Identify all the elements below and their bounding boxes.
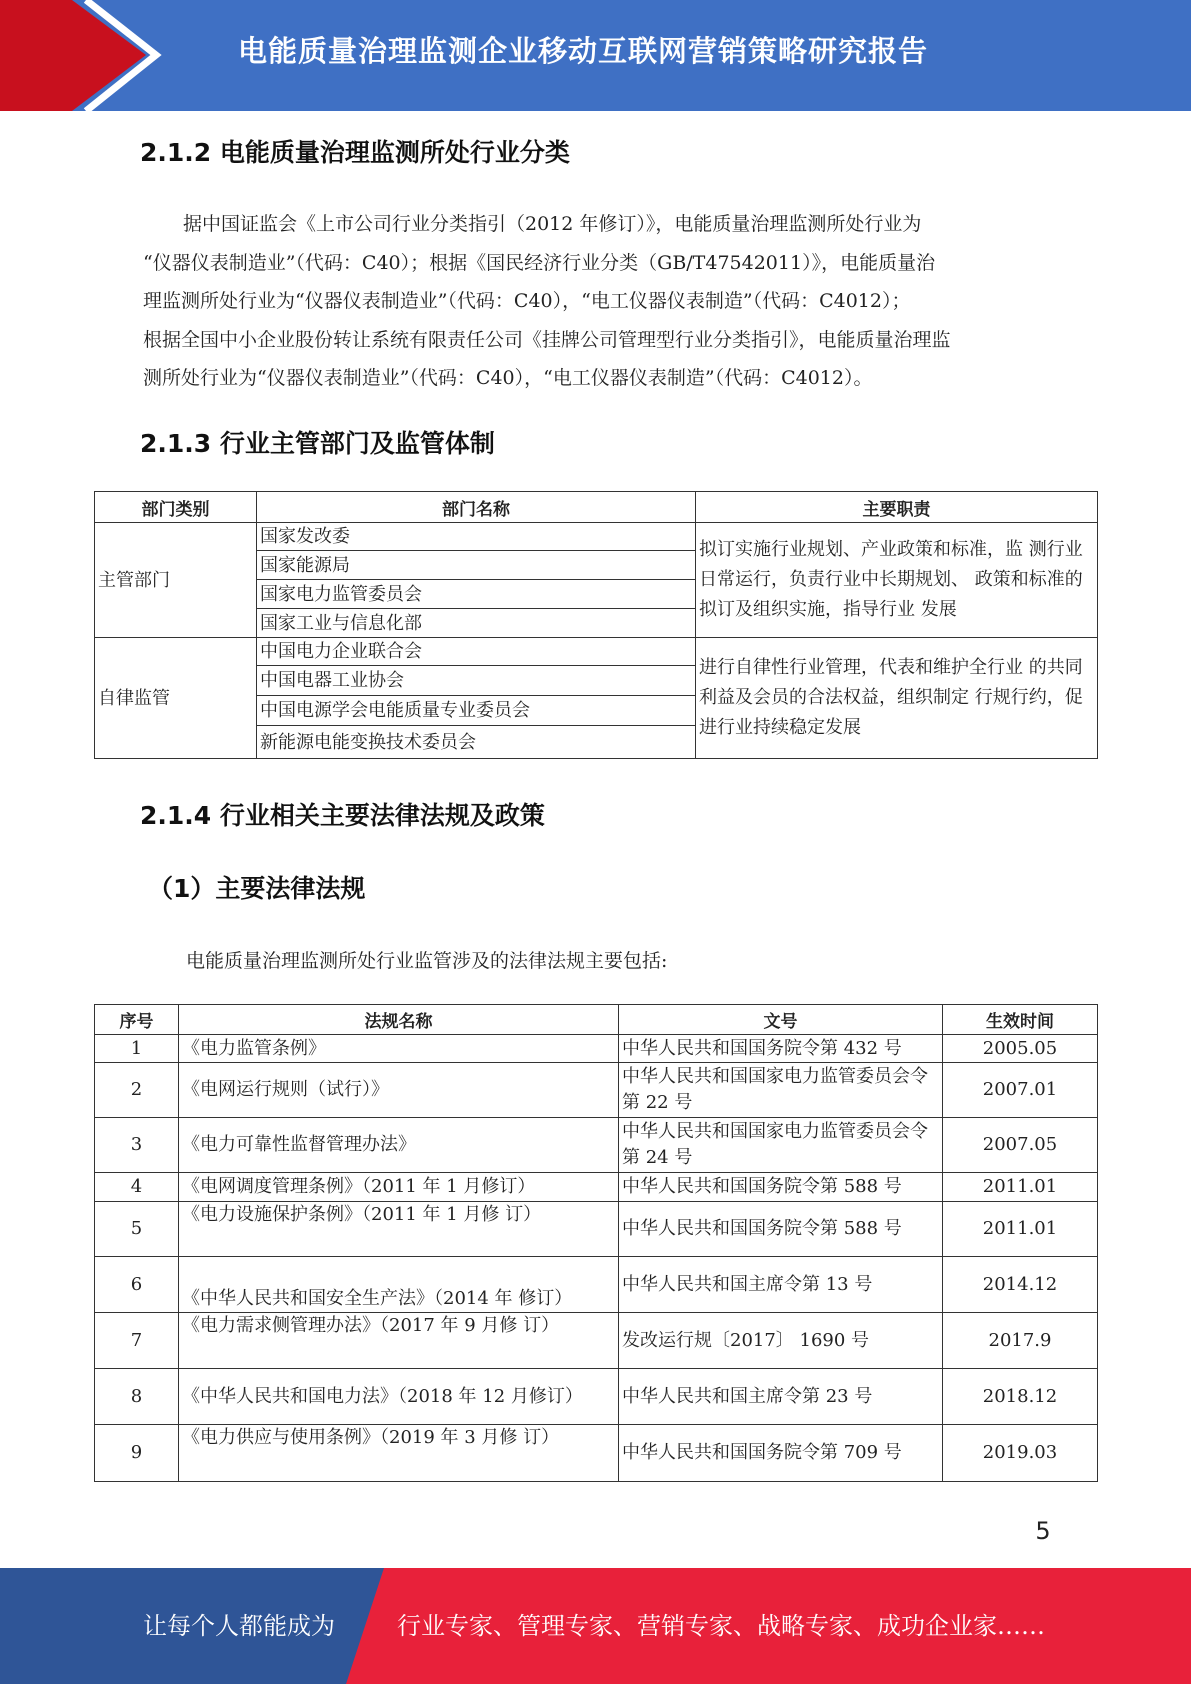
effective-date: 2011.01 <box>943 1173 1098 1202</box>
document-number: 中华人民共和国国务院令第 709 号 <box>619 1425 943 1482</box>
paragraph-line: “仪器仪表制造业”（代码：C40）；根据《国民经济行业分类（GB/T47542011）》，电能质量治 <box>143 251 936 274</box>
effective-date: 2007.05 <box>943 1118 1098 1173</box>
department-name: 国家电力监管委员会 <box>257 580 696 609</box>
effective-date: 2007.01 <box>943 1063 1098 1118</box>
table-row <box>95 1425 1098 1482</box>
effective-date: 2018.12 <box>943 1369 1098 1425</box>
department-name: 中国电器工业协会 <box>257 666 696 696</box>
effective-date: 2019.03 <box>943 1425 1098 1482</box>
column-header: 生效时间 <box>943 1005 1098 1035</box>
laws-regulations-table <box>94 1004 1098 1482</box>
regulation-name: 《电网运行规则（试行）》 <box>179 1063 619 1118</box>
report-title: 电能质量治理监测企业移动互联网营销策略研究报告 <box>238 34 929 68</box>
header-banner <box>0 0 1191 111</box>
row-number: 1 <box>95 1035 179 1063</box>
document-number: 中华人民共和国主席令第 23 号 <box>619 1369 943 1425</box>
document-number: 中华人民共和国国务院令第 588 号 <box>619 1202 943 1257</box>
column-header: 序号 <box>95 1005 179 1035</box>
department-duty: 进行自律性行业管理，代表和维护全行业 的共同利益及会员的合法权益，组织制定 行规行约，促进行业持续稳定发展 <box>696 638 1098 759</box>
row-number: 5 <box>95 1202 179 1257</box>
table-row <box>95 1118 1098 1173</box>
column-header: 部门类别 <box>95 492 257 523</box>
effective-date: 2017.9 <box>943 1313 1098 1369</box>
row-number: 9 <box>95 1425 179 1482</box>
department-name: 中国电力企业联合会 <box>257 638 696 666</box>
column-header: 主要职责 <box>696 492 1098 523</box>
regulation-name: 《电网调度管理条例》（2011 年 1 月修订） <box>179 1173 619 1202</box>
regulatory-departments-table <box>94 491 1098 759</box>
section-2-1-3-heading: 2.1.3 行业主管部门及监管体制 <box>140 429 495 458</box>
department-name: 中国电源学会电能质量专业委员会 <box>257 696 696 726</box>
table-row <box>95 1369 1098 1425</box>
row-number: 8 <box>95 1369 179 1425</box>
department-category: 主管部门 <box>95 523 257 638</box>
table-row <box>95 523 1098 551</box>
department-name: 国家能源局 <box>257 551 696 580</box>
effective-date: 2011.01 <box>943 1202 1098 1257</box>
laws-subheading: （1）主要法律法规 <box>148 874 366 903</box>
table-header-row <box>95 1005 1098 1035</box>
document-number: 中华人民共和国国务院令第 588 号 <box>619 1173 943 1202</box>
table-row <box>95 1202 1098 1257</box>
regulation-name: 《电力供应与使用条例》（2019 年 3 月修 订） <box>179 1425 619 1482</box>
column-header: 法规名称 <box>179 1005 619 1035</box>
regulation-name: 《中华人民共和国安全生产法》（2014 年 修订） <box>179 1257 619 1313</box>
table-row <box>95 638 1098 666</box>
table-row <box>95 1173 1098 1202</box>
column-header: 文号 <box>619 1005 943 1035</box>
table-row <box>95 1257 1098 1313</box>
document-number: 中华人民共和国主席令第 13 号 <box>619 1257 943 1313</box>
regulation-name: 《电力监管条例》 <box>179 1035 619 1063</box>
table-header-row <box>95 492 1098 523</box>
industry-classification-paragraph <box>143 205 1048 398</box>
row-number: 2 <box>95 1063 179 1118</box>
document-number: 中华人民共和国国务院令第 432 号 <box>619 1035 943 1063</box>
document-number: 中华人民共和国国家电力监管委员会令第 24 号 <box>619 1118 943 1173</box>
document-number: 中华人民共和国国家电力监管委员会令第 22 号 <box>619 1063 943 1118</box>
footer-slogan-left: 让每个人都能成为 <box>143 1612 335 1640</box>
paragraph-line: 理监测所处行业为“仪器仪表制造业”（代码：C40），“电工仪器仪表制造”（代码：C4012）； <box>143 290 911 312</box>
effective-date: 2014.12 <box>943 1257 1098 1313</box>
document-number: 发改运行规〔2017〕 1690 号 <box>619 1313 943 1369</box>
department-duty: 拟订实施行业规划、产业政策和标准，监 测行业日常运行，负责行业中长期规划、 政策和标准的拟订及组织实施，指导行业 发展 <box>696 523 1098 638</box>
table-row <box>95 1035 1098 1063</box>
department-name: 国家工业与信息化部 <box>257 609 696 638</box>
regulation-name: 《电力设施保护条例》（2011 年 1 月修 订） <box>179 1202 619 1257</box>
paragraph-line: 测所处行业为“仪器仪表制造业”（代码：C40），“电工仪器仪表制造”（代码：C4012）。 <box>143 367 873 389</box>
footer-banner <box>0 1568 1191 1684</box>
laws-intro: 电能质量治理监测所处行业监管涉及的法律法规主要包括: <box>186 950 668 972</box>
table-row <box>95 1063 1098 1118</box>
table-row <box>95 1313 1098 1369</box>
section-2-1-2-heading: 2.1.2 电能质量治理监测所处行业分类 <box>140 138 570 167</box>
effective-date: 2005.05 <box>943 1035 1098 1063</box>
department-category: 自律监管 <box>95 638 257 759</box>
regulation-name: 《电力可靠性监督管理办法》 <box>179 1118 619 1173</box>
footer-slogan-right: 行业专家、管理专家、营销专家、战略专家、成功企业家…… <box>397 1612 1045 1640</box>
row-number: 6 <box>95 1257 179 1313</box>
regulation-name: 《中华人民共和国电力法》（2018 年 12 月修订） <box>179 1369 619 1425</box>
column-header: 部门名称 <box>257 492 696 523</box>
row-number: 4 <box>95 1173 179 1202</box>
department-name: 国家发改委 <box>257 523 696 551</box>
section-2-1-4-heading: 2.1.4 行业相关主要法律法规及政策 <box>140 801 545 830</box>
row-number: 3 <box>95 1118 179 1173</box>
department-name: 新能源电能变换技术委员会 <box>257 726 696 759</box>
regulation-name: 《电力需求侧管理办法》（2017 年 9 月修 订） <box>179 1313 619 1369</box>
paragraph-line: 据中国证监会《上市公司行业分类指引（2012 年修订）》，电能质量治理监测所处行业为 <box>183 213 922 235</box>
row-number: 7 <box>95 1313 179 1369</box>
page-number: 5 <box>1035 1517 1051 1545</box>
paragraph-line: 根据全国中小企业股份转让系统有限责任公司《挂牌公司管理型行业分类指引》，电能质量治理监 <box>143 328 951 351</box>
